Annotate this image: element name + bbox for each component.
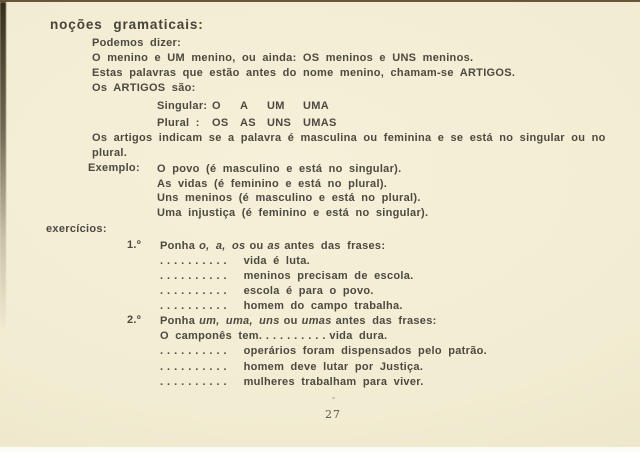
prompt-text: ou — [249, 240, 264, 252]
exercise-1 — [160, 239, 414, 314]
section-title: noções gramaticais: — [50, 17, 204, 32]
article-cell: AS — [240, 116, 256, 129]
page-number: 27 — [325, 408, 341, 421]
exercise-number: 2.º — [127, 314, 142, 326]
dotted-blank: .......... — [160, 254, 231, 267]
dotted-blank: .......... — [160, 360, 231, 373]
prompt-articles: as — [267, 240, 281, 252]
exercise-prompt — [160, 314, 487, 329]
table-row-singular — [157, 98, 337, 115]
exercise-item-text: vida é luta. — [243, 254, 311, 267]
prompt-text: antes das frases: — [284, 240, 386, 252]
article-cell: UMAS — [303, 116, 337, 129]
intro-line: Estas palavras que estão antes do nome menino, chamam-se ARTIGOS. — [92, 67, 516, 79]
exercise-item — [160, 360, 487, 375]
exercise-item-text: mulheres trabalham para viver. — [243, 375, 424, 388]
articles-table — [157, 98, 337, 131]
prompt-text: ou — [283, 315, 298, 327]
example-item: O povo (é masculino e está no singular). — [157, 163, 402, 175]
example-label: Exemplo: — [88, 162, 140, 174]
example-item: As vidas (é feminino e está no plural). — [157, 177, 388, 190]
prompt-articles: o, a, os — [199, 240, 246, 252]
article-cell: UNS — [267, 116, 292, 129]
example-item: Uns meninos (é masculino e está no plural). — [157, 192, 421, 205]
page-edge-shadow — [0, 2, 6, 332]
exercises-heading: exercícios: — [46, 223, 107, 235]
prompt-articles: umas — [301, 315, 332, 327]
exercise-item — [160, 375, 487, 390]
article-cell: O — [212, 100, 221, 112]
dotted-blank: .......... — [160, 284, 231, 297]
prompt-text: Ponha — [160, 315, 196, 327]
paragraph-line: Os artigos indicam se a palavra é masculina ou feminina e se está no singular ou no — [92, 132, 606, 144]
article-cell: UM — [267, 100, 285, 112]
exercise-prompt — [160, 239, 414, 254]
prompt-text: Ponha — [160, 240, 196, 252]
article-cell: UMA — [303, 100, 329, 112]
intro-paragraph — [92, 36, 515, 96]
row-label: Singular: — [157, 100, 208, 112]
grammar-paragraph — [92, 131, 606, 161]
exercise-item — [160, 254, 414, 269]
exercise-item — [160, 299, 414, 314]
exercise-item-text: operários foram dispensados pelo patrão. — [243, 345, 488, 358]
scan-artifact — [332, 397, 336, 400]
exercise-item — [160, 329, 487, 344]
dotted-blank: .......... — [160, 269, 231, 282]
article-cell: A — [240, 100, 249, 112]
exercise-item — [160, 344, 487, 359]
example-item: Uma injustiça (é feminino e está no singular). — [157, 206, 429, 219]
exercise-item-text: homem deve lutar por Justiça. — [243, 360, 424, 373]
dotted-blank: .......... — [160, 345, 231, 358]
exercise-item-text: vida dura. — [329, 330, 388, 343]
exercise-item — [160, 269, 414, 284]
exercise-2 — [160, 314, 487, 390]
example-list — [157, 162, 428, 220]
exercise-item — [160, 284, 414, 299]
article-cell: OS — [212, 116, 229, 129]
table-row-plural — [157, 115, 337, 132]
dotted-blank: .......... — [160, 375, 231, 388]
intro-line: Podemos dizer: — [92, 37, 182, 49]
exercise-item-text: O camponês tem — [160, 330, 259, 343]
intro-line: Os ARTIGOS são: — [92, 82, 196, 94]
exercise-number: 1.º — [127, 239, 142, 251]
prompt-articles: um, uma, uns — [199, 315, 280, 327]
exercise-item-text: escola é para o povo. — [243, 284, 374, 297]
row-label: Plural : — [157, 116, 200, 129]
intro-line: O menino e UM menino, ou ainda: OS meninos e UNS meninos. — [92, 52, 474, 64]
paragraph-line: plural. — [92, 147, 128, 159]
exercise-item-text: meninos precisam de escola. — [243, 269, 414, 282]
dotted-blank: .......... — [258, 330, 330, 343]
dotted-blank: .......... — [160, 299, 231, 312]
exercise-item-text: homem do campo trabalha. — [243, 299, 403, 312]
prompt-text: antes das frases: — [335, 315, 437, 327]
